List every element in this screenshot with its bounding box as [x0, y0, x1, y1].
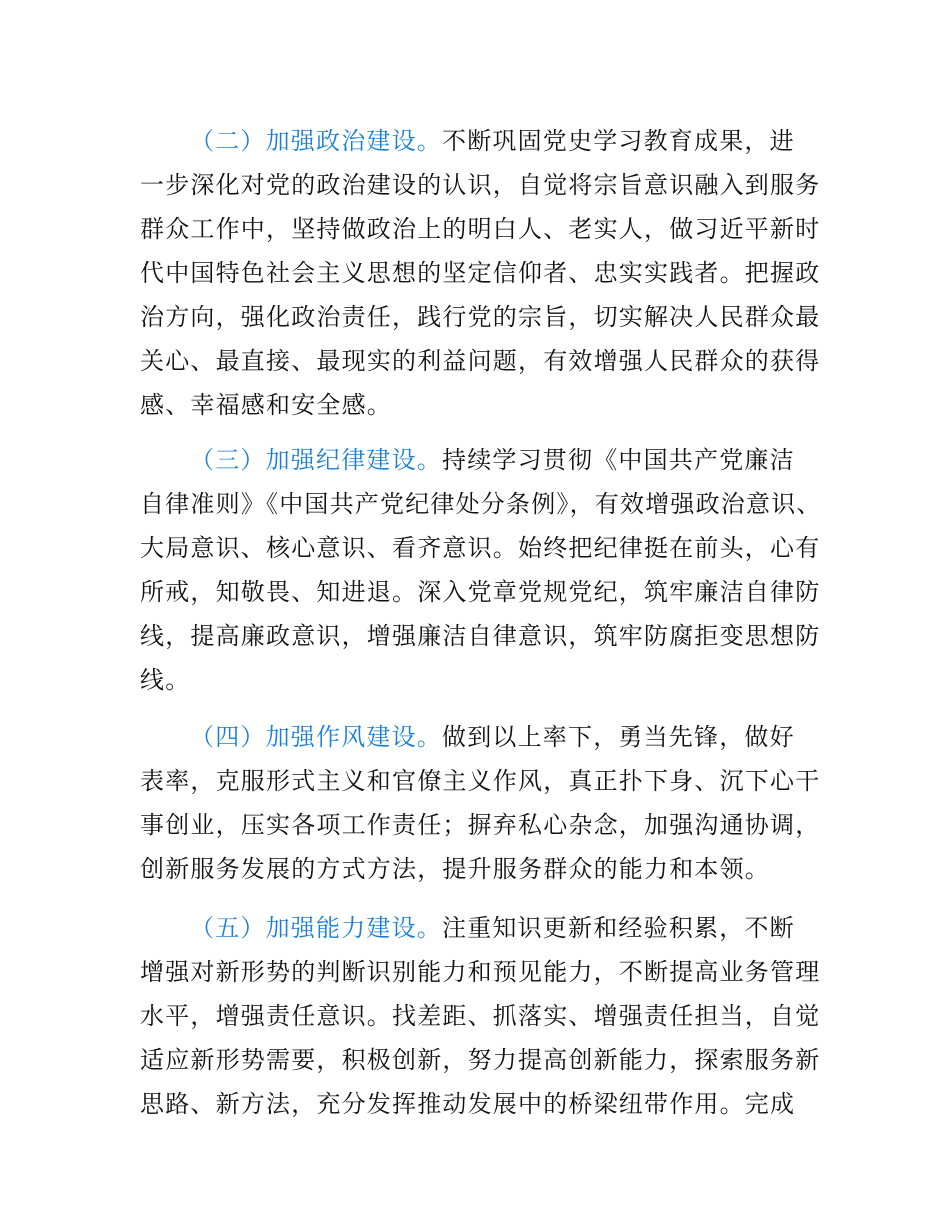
- section-heading: （二）加强政治建设。: [190, 127, 442, 155]
- paragraph-first-line: [190, 715, 795, 759]
- paragraph-line: 思路、新方法，充分发挥推动发展中的桥梁纽带作用。完成: [140, 1090, 796, 1118]
- paragraph-first-line: [190, 906, 795, 950]
- paragraph-line: 一步深化对党的政治建设的认识，自觉将宗旨意识融入到服务: [140, 171, 821, 199]
- paragraph-line: 增强对新形势的判断识别能力和预见能力，不断提高业务管理: [140, 958, 821, 986]
- paragraph-line: 治方向，强化政治责任，践行党的宗旨，切实解决人民群众最: [140, 303, 821, 331]
- paragraph-line: 线，提高廉政意识，增强廉洁自律意识，筑牢防腐拒变思想防: [140, 622, 821, 650]
- paragraph-line: 事创业，压实各项工作责任；摒弃私心杂念，加强沟通协调，: [140, 811, 821, 839]
- paragraph-line: 感、幸福感和安全感。: [140, 391, 392, 419]
- paragraph-first-line: [190, 438, 795, 482]
- paragraph-first-line: [190, 119, 795, 163]
- paragraph-line: 线。: [140, 666, 191, 694]
- paragraph-line: 关心、最直接、最现实的利益问题，有效增强人民群众的获得: [140, 347, 821, 375]
- paragraph-line: 表率，克服形式主义和官僚主义作风，真正扑下身、沉下心干: [140, 767, 821, 795]
- paragraph-text: 注重知识更新和经验积累，不断: [442, 914, 795, 942]
- paragraph-line: 所戒，知敬畏、知进退。深入党章党规党纪，筑牢廉洁自律防: [140, 578, 821, 606]
- paragraph-line: 水平，增强责任意识。找差距、抓落实、增强责任担当，自觉: [140, 1002, 821, 1030]
- paragraph-line: 自律准则》《中国共产党纪律处分条例》，有效增强政治意识、: [140, 490, 822, 518]
- paragraph-line: 创新服务发展的方式方法，提升服务群众的能力和本领。: [140, 855, 770, 883]
- paragraph-line: 代中国特色社会主义思想的坚定信仰者、忠实实践者。把握政: [140, 259, 821, 287]
- paragraph-line: 大局意识、核心意识、看齐意识。始终把纪律挺在前头，心有: [140, 534, 821, 562]
- section-heading: （三）加强纪律建设。: [190, 446, 442, 474]
- paragraph-text: 做到以上率下，勇当先锋，做好: [442, 723, 795, 751]
- paragraph-line: 适应新形势需要，积极创新，努力提高创新能力，探索服务新: [140, 1046, 821, 1074]
- paragraph-line: 群众工作中，坚持做政治上的明白人、老实人，做习近平新时: [140, 215, 821, 243]
- paragraph-text: 持续学习贯彻《中国共产党廉洁: [442, 446, 795, 474]
- section-heading: （四）加强作风建设。: [190, 723, 442, 751]
- paragraph-text: 不断巩固党史学习教育成果，进: [442, 127, 795, 155]
- section-heading: （五）加强能力建设。: [190, 914, 442, 942]
